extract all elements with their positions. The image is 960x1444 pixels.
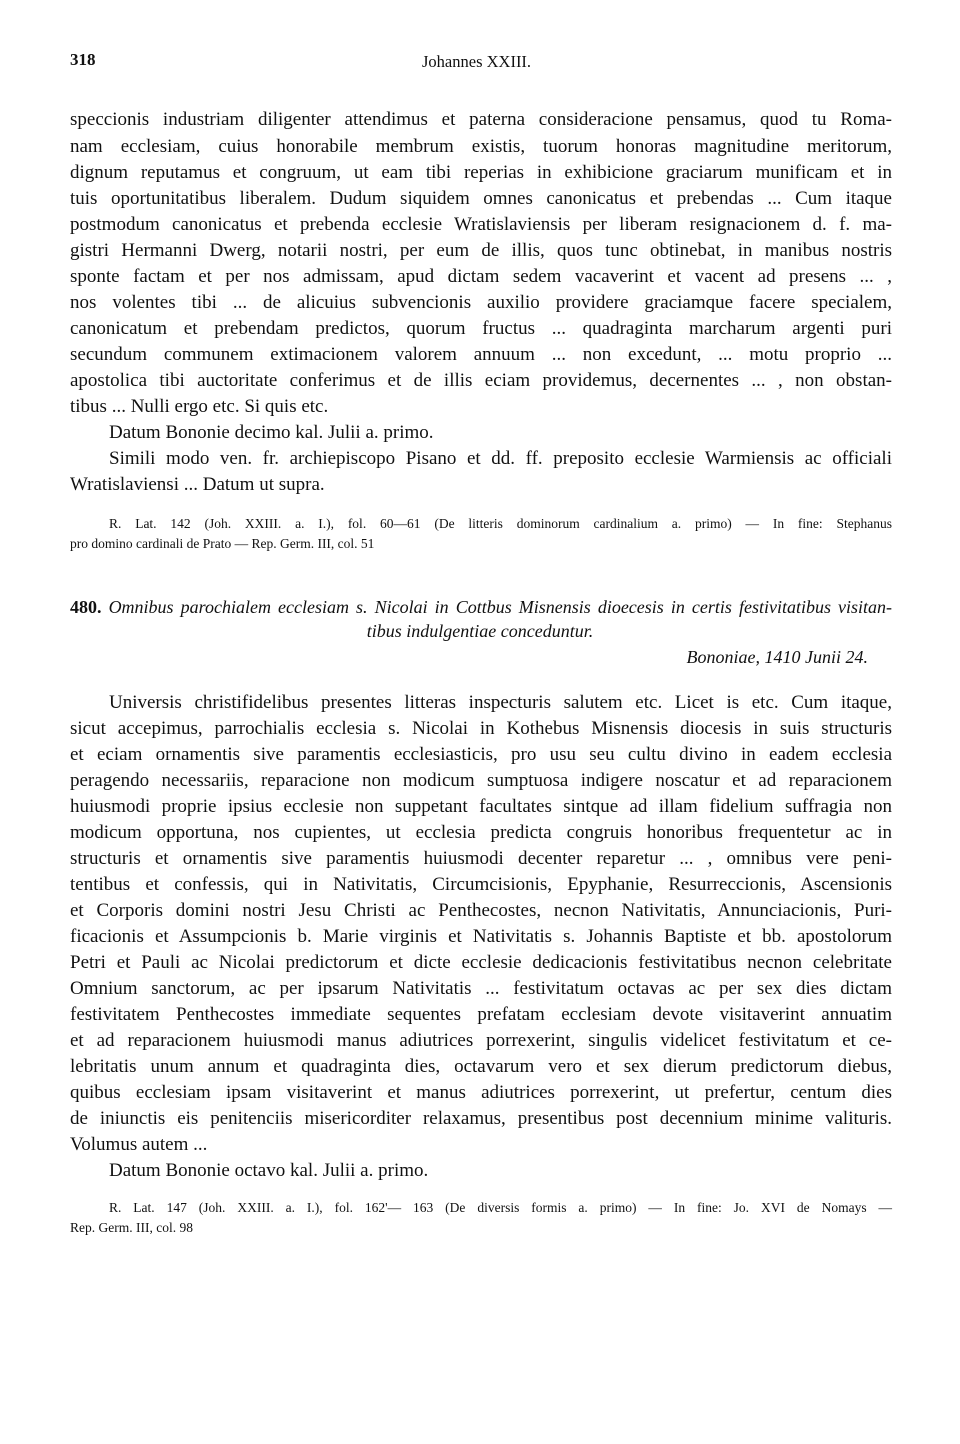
text-line: tibus ... Nulli ergo etc. Si quis etc. (70, 396, 329, 417)
datum-line: Datum Bononie decimo kal. Julii a. primo. (109, 422, 434, 443)
entry-number: 480. (70, 597, 102, 617)
text-line: structuris et ornamentis sive paramentis huiusmodi decenter reparetur ... , omnibus vere peni- (70, 848, 892, 869)
entry-heading (70, 595, 892, 619)
text-line: et Corporis domini nostri Jesu Christi ac Penthecostes, necnon Nativitatis, Annunciacionis, Puri- (70, 900, 892, 921)
text-line: ficacionis et Assumpcionis b. Marie virginis et Nativitatis s. Johannis Baptiste et bb. apostolorum (70, 926, 892, 947)
text-line: sponte factam et per nos admissam, apud dictam sedem vacaverint et vacent ad presens ... , (70, 266, 892, 287)
text-line: Volumus autem ... (70, 1134, 208, 1155)
text-line: canonicatum et prebendam predictos, quorum fructus ... quadraginta marcharum argenti puri (70, 318, 892, 339)
text-line: nam ecclesiam, cuius honorabile membrum existis, tuorum honoras magnitudine meritorum, (70, 136, 892, 157)
text-line: gistri Hermanni Dwerg, notarii nostri, per eum de illis, quos tunc obtinebat, in manibus nostris (70, 240, 892, 261)
reference-line: pro domino cardinali de Prato — Rep. Germ. III, col. 51 (70, 536, 375, 551)
text-line: lebritatis unum annum et quadraginta dies, octavarum vero et sex dierum predictorum diebus, (70, 1056, 892, 1077)
text-line: peragendo necessariis, reparacione non modicum sumptuosa indigere noscatur et ad reparacionem (70, 770, 892, 791)
text-line: Omnium sanctorum, ac per ipsarum Nativitatis ... festivitatum octavas ac per sex dies dictam (70, 978, 892, 999)
text-line: quibus ecclesiam ipsam visitaverint et manus adiutrices porrexerint, ut prefertur, centum dies (70, 1082, 892, 1103)
page-number: 318 (70, 50, 96, 69)
text-line: Simili modo ven. fr. archiepiscopo Pisano et dd. ff. preposito ecclesie Warmiensis ac officiali (109, 448, 892, 469)
text-line: modicum opportuna, nos cupientes, ut ecclesia predicta congruis honoribus frequentetur ac in (70, 822, 892, 843)
place-date: Bononiae, 1410 Junii 24. (686, 647, 868, 667)
running-title: Johannes XXIII. (422, 52, 532, 71)
text-line: secundum communem extimacionem valorem annuum ... non excedunt, ... motu proprio ... (70, 344, 892, 365)
text-line: et eciam ornamentis sive paramentis ecclesiasticis, pro usu seu cultu divino in eadem ecclesia (70, 744, 892, 765)
text-line: de iniunctis eis penitenciis misericorditer relaxamus, presentibus post decennium minime valituris. (70, 1108, 892, 1129)
datum-line: Datum Bononie octavo kal. Julii a. primo. (109, 1160, 429, 1181)
text-line: tuis oportunitatibus liberalem. Dudum siquidem omnes canonicatus et prebendas ... Cum itaque (70, 188, 892, 209)
text-line: speccionis industriam diligenter attendimus et paterna consideracione pensamus, quod tu Roma- (70, 109, 892, 130)
text-line: apostolica tibi auctoritate conferimus et de illis eciam providemus, decernentes ... , non obstan- (70, 370, 892, 391)
text-line: Petri et Pauli ac Nicolai predictorum et dicte ecclesie dedicacionis festivitatibus necnon celebritate (70, 952, 892, 973)
reference-line: R. Lat. 147 (Joh. XXIII. a. I.), fol. 162'— 163 (De diversis formis a. primo) — In fine: Jo. XVI de Nomays — (109, 1200, 892, 1215)
text-line: nos volentes tibi ... de alicuius subvencionis auxilio providere graciamque facere specialem, (70, 292, 892, 313)
text-line: dignum reputamus et congruum, ut eam tibi reperias in exhibicione graciarum munificam et in (70, 162, 892, 183)
text-line: festivitatem Penthecostes immediate sequentes prefatam ecclesiam devote visitaverint annuatim (70, 1004, 892, 1025)
entry-title: Omnibus parochialem ecclesiam s. Nicolai in Cottbus Misnensis dioecesis in certis festivitatibus visitan- (108, 597, 892, 617)
text-line: sicut accepimus, parrochialis ecclesia s. Nicolai in Kothebus Misnensis diocesis in suis structuris (70, 718, 892, 739)
text-line: Wratislaviensi ... Datum ut supra. (70, 474, 325, 495)
text-line: et ad reparacionem huiusmodi manus adiutrices porrexerint, singulis videlicet festivitatum et ce- (70, 1030, 892, 1051)
reference-line: Rep. Germ. III, col. 98 (70, 1220, 193, 1235)
text-line: postmodum canonicatus et prebenda ecclesie Wratislaviensis per liberam resignacionem d. f. ma- (70, 214, 892, 235)
reference-line: R. Lat. 142 (Joh. XXIII. a. I.), fol. 60—61 (De litteris dominorum cardinalium a. primo) — In fine: Stephanus (109, 516, 892, 531)
text-line: Universis christifidelibus presentes litteras inspecturis salutem etc. Licet is etc. Cum itaque, (109, 692, 892, 713)
text-line: huiusmodi proprie ipsius ecclesie non suppetant facultates sintque ad illam fidelium suffragia non (70, 796, 892, 817)
text-line: tentibus et confessis, qui in Nativitatis, Circumcisionis, Epyphanie, Resurreccionis, Ascensionis (70, 874, 892, 895)
entry-title-continued: tibus indulgentiae conceduntur. (366, 621, 594, 641)
